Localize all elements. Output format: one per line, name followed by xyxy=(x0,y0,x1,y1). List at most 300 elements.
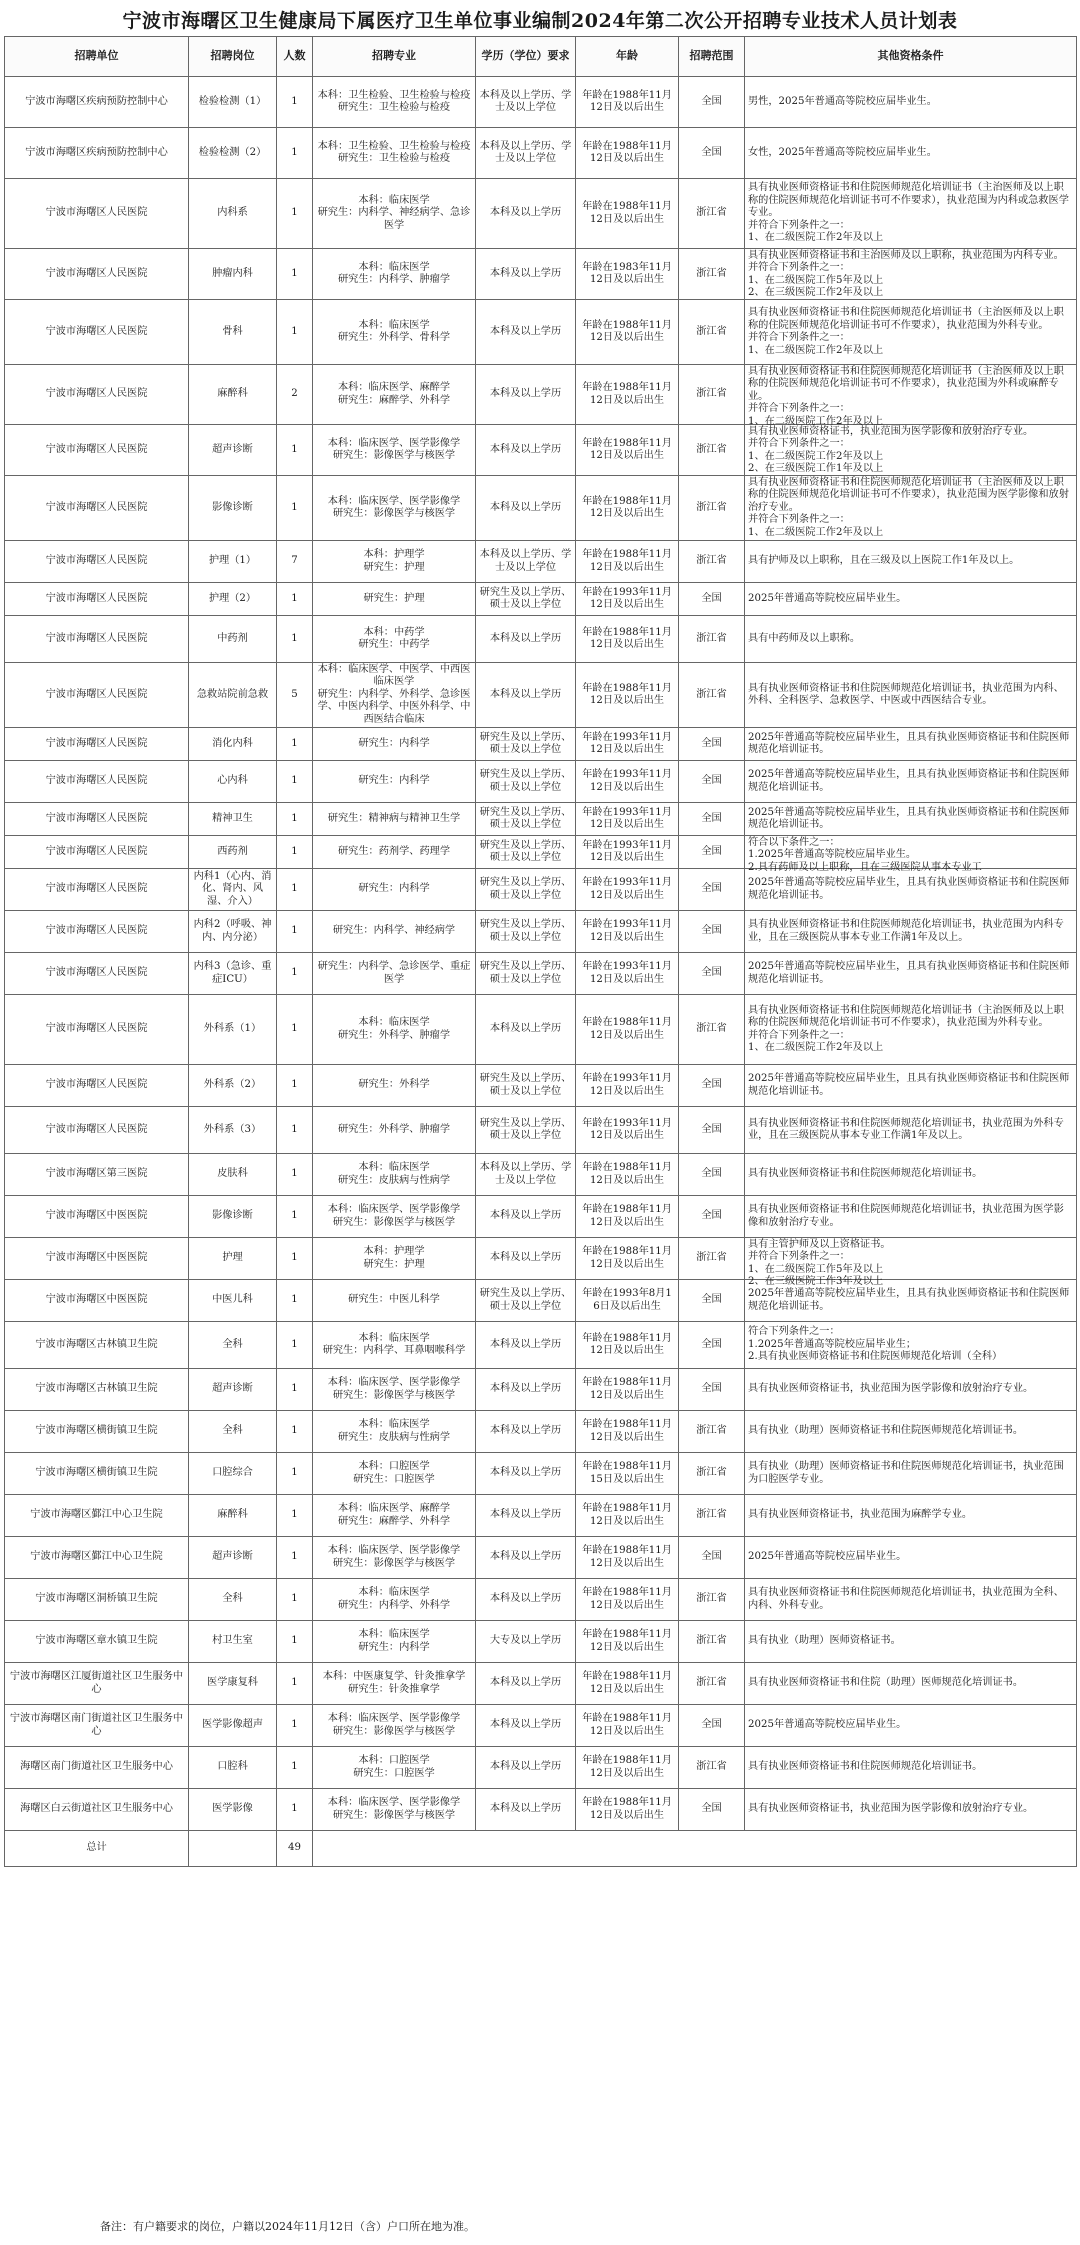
cell-education: 本科及以上学历 xyxy=(476,476,576,541)
cell-education: 本科及以上学历 xyxy=(476,1369,576,1411)
cell-major: 研究生：内科学 xyxy=(313,728,476,761)
cell-scope: 全国 xyxy=(679,583,745,616)
cell-unit: 宁波市海曙区人民医院 xyxy=(5,953,189,995)
cell-age: 年龄在1988年11月12日及以后出生 xyxy=(576,663,679,728)
cell-count: 1 xyxy=(277,179,313,249)
cell-age: 年龄在1988年11月12日及以后出生 xyxy=(576,1579,679,1621)
cell-scope: 浙江省 xyxy=(679,1579,745,1621)
cell-age: 年龄在1988年11月12日及以后出生 xyxy=(576,300,679,365)
cell-education: 本科及以上学历 xyxy=(476,1495,576,1537)
table-row xyxy=(5,1411,1077,1453)
cell-education: 研究生及以上学历、硕士及以上学位 xyxy=(476,728,576,761)
cell-scope: 全国 xyxy=(679,1705,745,1747)
cell-unit: 宁波市海曙区人民医院 xyxy=(5,425,189,476)
cell-count: 1 xyxy=(277,616,313,663)
cell-conditions: 具有执业医师资格证书和住院医师规范化培训证书，执业范围为外科专业，且在三级医院从事本专业工作满1年及以上。 xyxy=(745,1107,1077,1154)
cell-major: 本科：护理学 研究生：护理 xyxy=(313,1238,476,1280)
table-row xyxy=(5,1280,1077,1322)
header-position: 招聘岗位 xyxy=(189,37,277,77)
cell-count: 1 xyxy=(277,1453,313,1495)
cell-major: 本科：临床医学、麻醉学 研究生：麻醉学、外科学 xyxy=(313,365,476,425)
cell-major: 研究生：外科学、肿瘤学 xyxy=(313,1107,476,1154)
cell-conditions: 具有执业医师资格证书和住院医师规范化培训证书，执业范围为医学影像和放射治疗专业。 xyxy=(745,1196,1077,1238)
cell-scope: 浙江省 xyxy=(679,1495,745,1537)
cell-unit: 宁波市海曙区中医医院 xyxy=(5,1196,189,1238)
table-row xyxy=(5,803,1077,836)
table-row xyxy=(5,1495,1077,1537)
cell-count: 1 xyxy=(277,803,313,836)
cell-age: 年龄在1988年11月12日及以后出生 xyxy=(576,77,679,128)
total-rest xyxy=(313,1831,1077,1867)
cell-education: 本科及以上学历 xyxy=(476,663,576,728)
recruitment-plan-table xyxy=(4,36,1077,1867)
cell-education: 研究生及以上学历、硕士及以上学位 xyxy=(476,1280,576,1322)
cell-count: 1 xyxy=(277,1621,313,1663)
cell-education: 研究生及以上学历、硕士及以上学位 xyxy=(476,953,576,995)
cell-conditions: 具有执业医师资格证书和住院医师规范化培训证书（主治医师及以上职称的住院医师规范化培训证书可不作要求），执业范围为医学影像和放射治疗专业。 并符合下列条件之一： 1、在二级医院工作2年及以上 xyxy=(745,476,1077,541)
cell-education: 本科及以上学历 xyxy=(476,1322,576,1369)
cell-scope: 浙江省 xyxy=(679,541,745,583)
cell-scope: 浙江省 xyxy=(679,663,745,728)
cell-major: 本科：临床医学 研究生：内科学、肿瘤学 xyxy=(313,249,476,300)
cell-conditions: 具有执业医师资格证书和住院医师规范化培训证书（主治医师及以上职称的住院医师规范化培训证书可不作要求），执业范围为外科或麻醉专业。 并符合下列条件之一： 1、在二级医院工作2年及以上 xyxy=(745,365,1077,425)
cell-position: 医学影像超声 xyxy=(189,1705,277,1747)
cell-age: 年龄在1993年11月12日及以后出生 xyxy=(576,803,679,836)
cell-position: 全科 xyxy=(189,1322,277,1369)
cell-unit: 宁波市海曙区中医医院 xyxy=(5,1238,189,1280)
cell-education: 本科及以上学历 xyxy=(476,1789,576,1831)
table-row xyxy=(5,365,1077,425)
cell-conditions: 具有执业医师资格证书和住院医师规范化培训证书，执业范围为内科专业，且在三级医院从事本专业工作满1年及以上。 xyxy=(745,911,1077,953)
cell-unit: 宁波市海曙区江厦街道社区卫生服务中心 xyxy=(5,1663,189,1705)
cell-conditions: 具有执业医师资格证书和住院医师规范化培训证书，执业范围为内科、外科、全科医学、急救医学、中医或中西医结合专业。 xyxy=(745,663,1077,728)
cell-age: 年龄在1993年11月12日及以后出生 xyxy=(576,1107,679,1154)
cell-scope: 浙江省 xyxy=(679,1411,745,1453)
table-row xyxy=(5,1579,1077,1621)
cell-conditions: 具有执业（助理）医师资格证书和住院医师规范化培训证书，执业范围为口腔医学专业。 xyxy=(745,1453,1077,1495)
cell-unit: 宁波市海曙区人民医院 xyxy=(5,365,189,425)
cell-major: 本科：临床医学 研究生：内科学、外科学 xyxy=(313,1579,476,1621)
cell-conditions: 具有执业医师资格证书，执业范围为医学影像和放射治疗专业。 并符合下列条件之一： 1、在二级医院工作2年及以上 2、在三级医院工作1年及以上 xyxy=(745,425,1077,476)
header-scope: 招聘范围 xyxy=(679,37,745,77)
cell-conditions: 2025年普通高等院校应届毕业生。 xyxy=(745,583,1077,616)
cell-major: 本科：临床医学 研究生：内科学、耳鼻咽喉科学 xyxy=(313,1322,476,1369)
cell-major: 本科：临床医学、医学影像学 研究生：影像医学与核医学 xyxy=(313,1705,476,1747)
table-row xyxy=(5,1322,1077,1369)
cell-unit: 宁波市海曙区第三医院 xyxy=(5,1154,189,1196)
cell-position: 护理（1） xyxy=(189,541,277,583)
cell-conditions: 具有执业（助理）医师资格证书和住院医师规范化培训证书。 xyxy=(745,1411,1077,1453)
cell-position: 消化内科 xyxy=(189,728,277,761)
table-row xyxy=(5,179,1077,249)
cell-count: 1 xyxy=(277,1369,313,1411)
cell-count: 2 xyxy=(277,365,313,425)
header-education: 学历（学位）要求 xyxy=(476,37,576,77)
cell-age: 年龄在1993年11月12日及以后出生 xyxy=(576,761,679,803)
cell-unit: 宁波市海曙区人民医院 xyxy=(5,836,189,869)
cell-count: 1 xyxy=(277,1789,313,1831)
cell-conditions: 具有中药师及以上职称。 xyxy=(745,616,1077,663)
table-row xyxy=(5,953,1077,995)
cell-age: 年龄在1988年11月12日及以后出生 xyxy=(576,541,679,583)
cell-major: 本科：卫生检验、卫生检验与检疫 研究生：卫生检验与检疫 xyxy=(313,128,476,179)
cell-age: 年龄在1993年11月12日及以后出生 xyxy=(576,583,679,616)
cell-position: 内科3（急诊、重症ICU） xyxy=(189,953,277,995)
cell-major: 本科：中医康复学、针灸推拿学 研究生：针灸推拿学 xyxy=(313,1663,476,1705)
cell-unit: 宁波市海曙区人民医院 xyxy=(5,1107,189,1154)
cell-position: 麻醉科 xyxy=(189,1495,277,1537)
cell-education: 本科及以上学历 xyxy=(476,425,576,476)
cell-conditions: 2025年普通高等院校应届毕业生，且具有执业医师资格证书和住院医师规范化培训证书。 xyxy=(745,869,1077,911)
cell-education: 研究生及以上学历、硕士及以上学位 xyxy=(476,869,576,911)
cell-position: 骨科 xyxy=(189,300,277,365)
cell-scope: 全国 xyxy=(679,911,745,953)
cell-conditions: 具有执业医师资格证书，执业范围为麻醉学专业。 xyxy=(745,1495,1077,1537)
cell-conditions: 2025年普通高等院校应届毕业生，且具有执业医师资格证书和住院医师规范化培训证书。 xyxy=(745,1280,1077,1322)
cell-position: 影像诊断 xyxy=(189,476,277,541)
total-row xyxy=(5,1831,1077,1867)
table-row xyxy=(5,728,1077,761)
table-row xyxy=(5,1747,1077,1789)
header-count: 人数 xyxy=(277,37,313,77)
table-row xyxy=(5,77,1077,128)
cell-count: 1 xyxy=(277,1495,313,1537)
cell-count: 1 xyxy=(277,1280,313,1322)
cell-age: 年龄在1983年11月12日及以后出生 xyxy=(576,249,679,300)
cell-position: 医学影像 xyxy=(189,1789,277,1831)
cell-conditions: 2025年普通高等院校应届毕业生，且具有执业医师资格证书和住院医师规范化培训证书。 xyxy=(745,1065,1077,1107)
cell-unit: 宁波市海曙区人民医院 xyxy=(5,541,189,583)
cell-scope: 全国 xyxy=(679,1322,745,1369)
cell-position: 检验检测（2） xyxy=(189,128,277,179)
cell-conditions: 具有执业医师资格证书和住院（助理）医师规范化培训证书。 xyxy=(745,1663,1077,1705)
table-row xyxy=(5,425,1077,476)
table-row xyxy=(5,1065,1077,1107)
cell-major: 研究生：内科学 xyxy=(313,761,476,803)
cell-age: 年龄在1988年11月12日及以后出生 xyxy=(576,616,679,663)
cell-age: 年龄在1988年11月12日及以后出生 xyxy=(576,365,679,425)
cell-scope: 浙江省 xyxy=(679,476,745,541)
cell-conditions: 具有执业医师资格证书和住院医师规范化培训证书。 xyxy=(745,1154,1077,1196)
cell-education: 本科及以上学历 xyxy=(476,1537,576,1579)
cell-age: 年龄在1988年11月12日及以后出生 xyxy=(576,1789,679,1831)
cell-major: 本科：临床医学 研究生：外科学、骨科学 xyxy=(313,300,476,365)
cell-education: 本科及以上学历 xyxy=(476,1196,576,1238)
cell-unit: 宁波市海曙区古林镇卫生院 xyxy=(5,1322,189,1369)
cell-scope: 浙江省 xyxy=(679,616,745,663)
cell-age: 年龄在1988年11月12日及以后出生 xyxy=(576,1238,679,1280)
cell-scope: 浙江省 xyxy=(679,1621,745,1663)
cell-unit: 宁波市海曙区南门街道社区卫生服务中心 xyxy=(5,1705,189,1747)
table-row xyxy=(5,476,1077,541)
cell-age: 年龄在1993年11月12日及以后出生 xyxy=(576,911,679,953)
table-row xyxy=(5,616,1077,663)
table-row xyxy=(5,128,1077,179)
cell-count: 1 xyxy=(277,1747,313,1789)
cell-count: 1 xyxy=(277,911,313,953)
cell-count: 1 xyxy=(277,836,313,869)
cell-education: 本科及以上学历 xyxy=(476,1453,576,1495)
cell-major: 本科：护理学 研究生：护理 xyxy=(313,541,476,583)
cell-major: 本科：临床医学、医学影像学 研究生：影像医学与核医学 xyxy=(313,476,476,541)
table-row xyxy=(5,1663,1077,1705)
cell-age: 年龄在1988年11月12日及以后出生 xyxy=(576,1196,679,1238)
table-row xyxy=(5,1196,1077,1238)
cell-age: 年龄在1988年11月12日及以后出生 xyxy=(576,1747,679,1789)
cell-position: 影像诊断 xyxy=(189,1196,277,1238)
cell-unit: 宁波市海曙区人民医院 xyxy=(5,728,189,761)
cell-scope: 浙江省 xyxy=(679,300,745,365)
cell-scope: 浙江省 xyxy=(679,995,745,1065)
cell-major: 本科：临床医学 研究生：外科学、肿瘤学 xyxy=(313,995,476,1065)
cell-scope: 浙江省 xyxy=(679,1747,745,1789)
cell-count: 1 xyxy=(277,995,313,1065)
cell-major: 本科：临床医学 研究生：皮肤病与性病学 xyxy=(313,1411,476,1453)
table-row xyxy=(5,541,1077,583)
table-row xyxy=(5,995,1077,1065)
total-label: 总计 xyxy=(5,1831,189,1867)
cell-unit: 宁波市海曙区疾病预防控制中心 xyxy=(5,128,189,179)
cell-count: 1 xyxy=(277,728,313,761)
cell-conditions: 2025年普通高等院校应届毕业生，且具有执业医师资格证书和住院医师规范化培训证书。 xyxy=(745,728,1077,761)
cell-education: 研究生及以上学历、硕士及以上学位 xyxy=(476,761,576,803)
cell-major: 研究生：内科学、急诊医学、重症医学 xyxy=(313,953,476,995)
cell-age: 年龄在1988年11月12日及以后出生 xyxy=(576,128,679,179)
cell-position: 外科系（2） xyxy=(189,1065,277,1107)
table-row xyxy=(5,1621,1077,1663)
cell-conditions: 具有执业医师资格证书和住院医师规范化培训证书（主治医师及以上职称的住院医师规范化培训证书可不作要求），执业范围为外科专业。 并符合下列条件之一： 1、在二级医院工作2年及以上 xyxy=(745,995,1077,1065)
cell-position: 内科系 xyxy=(189,179,277,249)
cell-conditions: 具有护师及以上职称，且在三级及以上医院工作1年及以上。 xyxy=(745,541,1077,583)
cell-major: 本科：临床医学、麻醉学 研究生：麻醉学、外科学 xyxy=(313,1495,476,1537)
cell-count: 1 xyxy=(277,425,313,476)
total-empty xyxy=(189,1831,277,1867)
cell-education: 本科及以上学历 xyxy=(476,300,576,365)
cell-major: 本科：临床医学、医学影像学 研究生：影像医学与核医学 xyxy=(313,425,476,476)
cell-major: 本科：口腔医学 研究生：口腔医学 xyxy=(313,1747,476,1789)
cell-count: 1 xyxy=(277,1663,313,1705)
cell-position: 检验检测（1） xyxy=(189,77,277,128)
cell-scope: 浙江省 xyxy=(679,365,745,425)
cell-unit: 宁波市海曙区人民医院 xyxy=(5,911,189,953)
cell-unit: 海曙区南门街道社区卫生服务中心 xyxy=(5,1747,189,1789)
cell-major: 本科：中药学 研究生：中药学 xyxy=(313,616,476,663)
cell-scope: 全国 xyxy=(679,1537,745,1579)
cell-major: 本科：临床医学 研究生：内科学、神经病学、急诊医学 xyxy=(313,179,476,249)
cell-education: 研究生及以上学历、硕士及以上学位 xyxy=(476,911,576,953)
cell-scope: 全国 xyxy=(679,728,745,761)
cell-major: 本科：临床医学 研究生：皮肤病与性病学 xyxy=(313,1154,476,1196)
cell-unit: 宁波市海曙区人民医院 xyxy=(5,476,189,541)
header-unit: 招聘单位 xyxy=(5,37,189,77)
cell-major: 本科：临床医学、医学影像学 研究生：影像医学与核医学 xyxy=(313,1537,476,1579)
cell-position: 口腔综合 xyxy=(189,1453,277,1495)
table-row xyxy=(5,300,1077,365)
cell-unit: 宁波市海曙区横街镇卫生院 xyxy=(5,1453,189,1495)
cell-education: 研究生及以上学历、硕士及以上学位 xyxy=(476,1107,576,1154)
total-count: 49 xyxy=(277,1831,313,1867)
table-row xyxy=(5,1107,1077,1154)
cell-scope: 浙江省 xyxy=(679,249,745,300)
cell-position: 心内科 xyxy=(189,761,277,803)
cell-age: 年龄在1988年11月12日及以后出生 xyxy=(576,1154,679,1196)
cell-count: 1 xyxy=(277,249,313,300)
cell-count: 1 xyxy=(277,1107,313,1154)
cell-age: 年龄在1988年11月12日及以后出生 xyxy=(576,425,679,476)
cell-age: 年龄在1988年11月12日及以后出生 xyxy=(576,1322,679,1369)
table-row xyxy=(5,1369,1077,1411)
table-row xyxy=(5,911,1077,953)
cell-scope: 全国 xyxy=(679,1065,745,1107)
cell-conditions: 男性，2025年普通高等院校应届毕业生。 xyxy=(745,77,1077,128)
cell-position: 超声诊断 xyxy=(189,1537,277,1579)
cell-scope: 浙江省 xyxy=(679,1663,745,1705)
cell-education: 研究生及以上学历、硕士及以上学位 xyxy=(476,583,576,616)
cell-count: 1 xyxy=(277,583,313,616)
cell-major: 本科：临床医学 研究生：内科学 xyxy=(313,1621,476,1663)
cell-position: 急救站院前急救 xyxy=(189,663,277,728)
cell-position: 村卫生室 xyxy=(189,1621,277,1663)
cell-conditions: 2025年普通高等院校应届毕业生。 xyxy=(745,1705,1077,1747)
cell-scope: 浙江省 xyxy=(679,1238,745,1280)
cell-education: 本科及以上学历 xyxy=(476,1747,576,1789)
cell-education: 本科及以上学历、学士及以上学位 xyxy=(476,128,576,179)
cell-count: 1 xyxy=(277,869,313,911)
cell-unit: 宁波市海曙区人民医院 xyxy=(5,583,189,616)
cell-major: 研究生：内科学、神经病学 xyxy=(313,911,476,953)
cell-age: 年龄在1993年11月12日及以后出生 xyxy=(576,728,679,761)
cell-age: 年龄在1993年11月12日及以后出生 xyxy=(576,953,679,995)
cell-education: 本科及以上学历 xyxy=(476,1411,576,1453)
cell-conditions: 2025年普通高等院校应届毕业生。 xyxy=(745,1537,1077,1579)
cell-position: 肿瘤内科 xyxy=(189,249,277,300)
cell-major: 研究生：药剂学、药理学 xyxy=(313,836,476,869)
table-row xyxy=(5,836,1077,869)
cell-unit: 宁波市海曙区疾病预防控制中心 xyxy=(5,77,189,128)
cell-age: 年龄在1988年11月12日及以后出生 xyxy=(576,476,679,541)
cell-position: 内科1（心内、消化、肾内、风湿、介入） xyxy=(189,869,277,911)
cell-unit: 宁波市海曙区人民医院 xyxy=(5,1065,189,1107)
cell-major: 本科：口腔医学 研究生：口腔医学 xyxy=(313,1453,476,1495)
cell-unit: 宁波市海曙区人民医院 xyxy=(5,803,189,836)
cell-count: 1 xyxy=(277,1705,313,1747)
cell-scope: 全国 xyxy=(679,1107,745,1154)
cell-age: 年龄在1988年11月12日及以后出生 xyxy=(576,1411,679,1453)
table-body xyxy=(5,77,1077,1867)
cell-unit: 宁波市海曙区人民医院 xyxy=(5,761,189,803)
cell-age: 年龄在1993年11月12日及以后出生 xyxy=(576,836,679,869)
cell-unit: 宁波市海曙区古林镇卫生院 xyxy=(5,1369,189,1411)
cell-position: 内科2（呼吸、神内、内分泌） xyxy=(189,911,277,953)
cell-age: 年龄在1988年11月12日及以后出生 xyxy=(576,1663,679,1705)
table-row xyxy=(5,249,1077,300)
cell-education: 研究生及以上学历、硕士及以上学位 xyxy=(476,803,576,836)
cell-education: 本科及以上学历 xyxy=(476,1238,576,1280)
cell-position: 外科系（1） xyxy=(189,995,277,1065)
cell-scope: 浙江省 xyxy=(679,179,745,249)
cell-education: 本科及以上学历、学士及以上学位 xyxy=(476,541,576,583)
cell-major: 本科：临床医学、医学影像学 研究生：影像医学与核医学 xyxy=(313,1369,476,1411)
cell-scope: 全国 xyxy=(679,1789,745,1831)
cell-scope: 全国 xyxy=(679,77,745,128)
cell-scope: 全国 xyxy=(679,836,745,869)
cell-scope: 全国 xyxy=(679,1154,745,1196)
cell-scope: 全国 xyxy=(679,1280,745,1322)
cell-education: 研究生及以上学历、硕士及以上学位 xyxy=(476,1065,576,1107)
cell-conditions: 具有执业医师资格证书和主治医师及以上职称，执业范围为内科专业。 并符合下列条件之一： 1、在二级医院工作5年及以上 2、在三级医院工作2年及以上 xyxy=(745,249,1077,300)
cell-conditions: 具有主管护师及以上资格证书。 并符合下列条件之一： 1、在二级医院工作5年及以上 2、在三级医院工作3年及以上 xyxy=(745,1238,1077,1280)
cell-unit: 宁波市海曙区人民医院 xyxy=(5,616,189,663)
cell-age: 年龄在1993年8月16日及以后出生 xyxy=(576,1280,679,1322)
table-header-row xyxy=(5,37,1077,77)
cell-age: 年龄在1993年11月12日及以后出生 xyxy=(576,1065,679,1107)
cell-position: 中医儿科 xyxy=(189,1280,277,1322)
cell-conditions: 具有执业医师资格证书，执业范围为医学影像和放射治疗专业。 xyxy=(745,1369,1077,1411)
cell-conditions: 2025年普通高等院校应届毕业生，且具有执业医师资格证书和住院医师规范化培训证书。 xyxy=(745,953,1077,995)
cell-scope: 全国 xyxy=(679,1369,745,1411)
cell-age: 年龄在1988年11月12日及以后出生 xyxy=(576,995,679,1065)
cell-position: 护理 xyxy=(189,1238,277,1280)
cell-age: 年龄在1993年11月12日及以后出生 xyxy=(576,869,679,911)
cell-age: 年龄在1988年11月12日及以后出生 xyxy=(576,1537,679,1579)
cell-unit: 宁波市海曙区人民医院 xyxy=(5,249,189,300)
cell-education: 本科及以上学历 xyxy=(476,1663,576,1705)
cell-major: 本科：临床医学、医学影像学 研究生：影像医学与核医学 xyxy=(313,1789,476,1831)
cell-position: 口腔科 xyxy=(189,1747,277,1789)
cell-count: 1 xyxy=(277,300,313,365)
cell-unit: 宁波市海曙区人民医院 xyxy=(5,300,189,365)
cell-position: 医学康复科 xyxy=(189,1663,277,1705)
cell-count: 1 xyxy=(277,1238,313,1280)
cell-unit: 宁波市海曙区人民医院 xyxy=(5,179,189,249)
cell-count: 1 xyxy=(277,1579,313,1621)
cell-count: 1 xyxy=(277,761,313,803)
cell-count: 1 xyxy=(277,476,313,541)
cell-unit: 宁波市海曙区鄞江中心卫生院 xyxy=(5,1495,189,1537)
cell-major: 本科：卫生检验、卫生检验与检疫 研究生：卫生检验与检疫 xyxy=(313,77,476,128)
cell-count: 1 xyxy=(277,1196,313,1238)
table-row xyxy=(5,869,1077,911)
cell-education: 本科及以上学历 xyxy=(476,365,576,425)
cell-age: 年龄在1988年11月15日及以后出生 xyxy=(576,1453,679,1495)
cell-position: 全科 xyxy=(189,1579,277,1621)
table-row xyxy=(5,1789,1077,1831)
cell-conditions: 具有执业医师资格证书和住院医师规范化培训证书，执业范围为全科、内科、外科专业。 xyxy=(745,1579,1077,1621)
table-row xyxy=(5,663,1077,728)
cell-unit: 宁波市海曙区洞桥镇卫生院 xyxy=(5,1579,189,1621)
cell-major: 研究生：内科学 xyxy=(313,869,476,911)
cell-position: 超声诊断 xyxy=(189,1369,277,1411)
cell-position: 外科系（3） xyxy=(189,1107,277,1154)
cell-scope: 浙江省 xyxy=(679,425,745,476)
cell-major: 研究生：中医儿科学 xyxy=(313,1280,476,1322)
cell-education: 本科及以上学历 xyxy=(476,1579,576,1621)
cell-count: 1 xyxy=(277,1322,313,1369)
cell-unit: 宁波市海曙区人民医院 xyxy=(5,663,189,728)
cell-conditions: 具有执业医师资格证书，执业范围为医学影像和放射治疗专业。 xyxy=(745,1789,1077,1831)
cell-count: 1 xyxy=(277,128,313,179)
cell-education: 本科及以上学历、学士及以上学位 xyxy=(476,1154,576,1196)
header-conditions: 其他资格条件 xyxy=(745,37,1077,77)
cell-position: 护理（2） xyxy=(189,583,277,616)
cell-position: 中药剂 xyxy=(189,616,277,663)
cell-education: 本科及以上学历 xyxy=(476,179,576,249)
cell-age: 年龄在1988年11月12日及以后出生 xyxy=(576,1495,679,1537)
cell-education: 本科及以上学历 xyxy=(476,249,576,300)
footnote: 备注：有户籍要求的岗位，户籍以2024年11月12日（含）户口所在地为准。 xyxy=(100,2220,475,2233)
cell-position: 麻醉科 xyxy=(189,365,277,425)
cell-major: 本科：临床医学、医学影像学 研究生：影像医学与核医学 xyxy=(313,1196,476,1238)
